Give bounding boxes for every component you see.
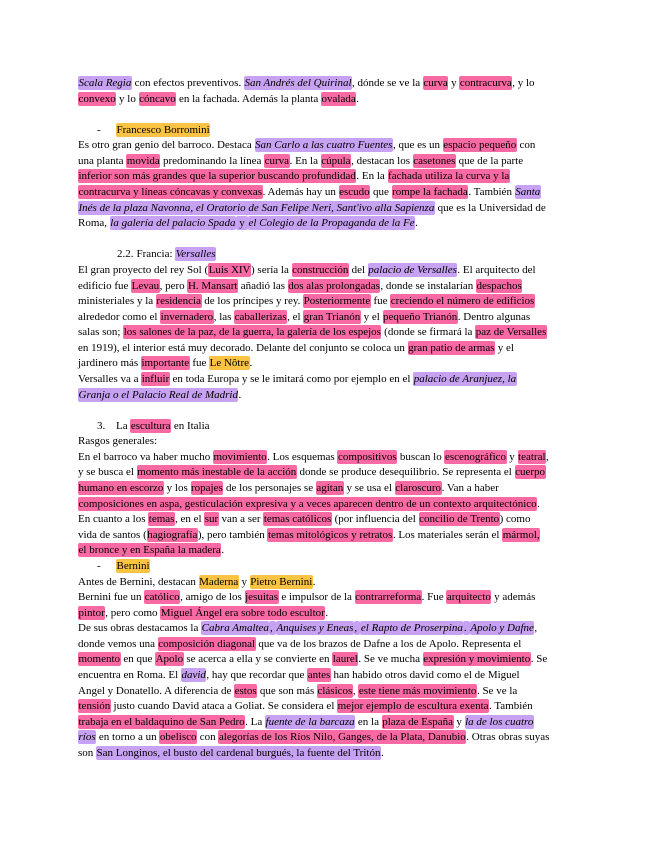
text-run: (donde se firmará la bbox=[381, 326, 476, 339]
highlight-pink: Miguel Ángel era sobre todo escultor bbox=[160, 606, 325, 619]
highlight-pink: rompe la fachada bbox=[392, 186, 468, 199]
text-run: del bbox=[348, 263, 368, 276]
text-run: Francia: bbox=[136, 248, 176, 261]
text-run: . Fue bbox=[421, 591, 447, 604]
text-run: . bbox=[221, 544, 225, 557]
text-line bbox=[78, 481, 549, 497]
highlight-pink: Levau bbox=[131, 279, 160, 292]
highlight-pink: plaza de España bbox=[382, 715, 454, 728]
text-line bbox=[78, 699, 549, 715]
highlight-pink: alegorías de los Ríos Nilo, Ganges, de la Plata, Danubio bbox=[218, 731, 466, 744]
text-line bbox=[78, 497, 549, 513]
highlight-pink: composición diagonal bbox=[158, 637, 256, 650]
highlight-pink: construcción bbox=[292, 263, 349, 276]
text-line bbox=[78, 606, 549, 622]
highlight-pink: momento más inestable de la acción bbox=[137, 466, 297, 479]
text-run: . Los esquemas bbox=[267, 450, 338, 463]
highlight-pink: cuerpo bbox=[515, 466, 546, 479]
highlight-pink: temas católicos bbox=[263, 513, 332, 526]
text-line bbox=[78, 450, 549, 466]
text-line bbox=[78, 512, 549, 528]
highlight-pink: movimiento bbox=[213, 450, 267, 463]
text-run: . Dentro algunas bbox=[457, 310, 531, 323]
text-run: Bernini fue un bbox=[78, 591, 145, 604]
text-run: donde vemos una bbox=[78, 637, 158, 650]
text-run: salas son; bbox=[78, 326, 124, 339]
document-body bbox=[78, 76, 549, 761]
text-run: han habido otros david como el de Miguel bbox=[330, 668, 520, 681]
text-run: . Se bbox=[530, 653, 548, 666]
text-line bbox=[78, 92, 549, 108]
text-run: Antes de Bernini, destacan bbox=[78, 575, 199, 588]
text-run: . También bbox=[489, 700, 533, 713]
text-run: con efectos preventivos. bbox=[131, 77, 244, 89]
highlight-yellow: Pietro Bernini bbox=[250, 575, 313, 588]
highlight-pink: gran Trianón bbox=[303, 310, 361, 323]
text-run: . En la bbox=[356, 170, 388, 183]
highlight-pink: composiciones en aspa, gesticulación expresiva y a veces aparecen dentro de un contexto arquitectónico bbox=[78, 497, 537, 510]
text-run: . bbox=[537, 497, 540, 510]
highlight-pink: escenográfico bbox=[444, 450, 507, 463]
text-line bbox=[78, 528, 549, 544]
text-run: (por influencia del bbox=[331, 513, 419, 526]
text-run: , bbox=[546, 450, 549, 463]
highlight-purple: ríos bbox=[78, 731, 96, 744]
highlight-pink: estos bbox=[234, 684, 257, 697]
text-run: , pero como bbox=[105, 606, 161, 619]
highlight-pink: mejor ejemplo de escultura exenta bbox=[337, 700, 489, 713]
text-run: . bbox=[415, 217, 418, 230]
text-line bbox=[78, 652, 549, 668]
text-run: y además bbox=[491, 591, 536, 604]
text-run: . Se ve la bbox=[476, 684, 518, 697]
highlight-pink: ropajes bbox=[191, 482, 223, 495]
text-run: . Otras obras suyas bbox=[466, 731, 550, 744]
text-run: . También bbox=[468, 186, 515, 199]
text-run: La bbox=[116, 419, 131, 432]
highlight-pink: ovalada bbox=[321, 92, 356, 105]
highlight-purple: , bbox=[354, 622, 360, 635]
highlight-pink: cóncavo bbox=[139, 92, 176, 105]
text-line bbox=[78, 730, 549, 746]
text-run: . Van a haber bbox=[441, 482, 499, 495]
highlight-pink: espacio pequeño bbox=[443, 139, 517, 152]
highlight-purple: Cabra Amaltea bbox=[201, 622, 269, 635]
text-run: añadió las bbox=[237, 279, 288, 292]
text-line bbox=[78, 465, 549, 481]
list-marker: 2.2. bbox=[117, 248, 134, 261]
text-run: en que bbox=[120, 653, 156, 666]
text-run: . bbox=[312, 575, 316, 588]
highlight-pink: humano en escorzo bbox=[78, 482, 164, 495]
text-run: Rasgos generales: bbox=[78, 435, 158, 448]
text-run: alrededor como el bbox=[78, 310, 161, 323]
text-line bbox=[78, 201, 549, 217]
highlight-yellow: Francesco Borromini bbox=[116, 123, 210, 136]
highlight-pink: compositivos bbox=[337, 450, 397, 463]
text-run: En el barroco va haber mucho bbox=[78, 450, 213, 463]
text-run: y el bbox=[495, 341, 514, 354]
text-run: que va de los brazos de Dafne a los de Apolo. Representa el bbox=[255, 637, 522, 650]
highlight-pink: pintor bbox=[78, 606, 105, 619]
highlight-purple: San Andrés del Quirinal bbox=[244, 77, 352, 89]
text-run: en toda Europa y se le imitará como por ejemplo en el bbox=[169, 372, 414, 385]
text-run: , amigo de los bbox=[180, 591, 245, 604]
text-line bbox=[78, 341, 549, 357]
highlight-pink: inferior son más grandes que la superior buscando profundidad bbox=[78, 170, 356, 183]
text-run: con bbox=[516, 139, 536, 152]
highlight-pink: Luis XIV bbox=[208, 263, 251, 276]
highlight-purple: Granja o el Palacio Real de Madrid bbox=[78, 388, 238, 401]
text-line bbox=[78, 169, 549, 185]
text-run: . bbox=[238, 388, 242, 401]
list-marker: - bbox=[97, 559, 101, 572]
highlight-purple: Anquises y Eneas bbox=[276, 622, 354, 635]
highlight-yellow: Le Nôtre bbox=[209, 357, 250, 370]
text-run: vida de santos ( bbox=[78, 528, 147, 541]
highlight-pink: expresión y movimiento bbox=[423, 653, 531, 666]
text-run: en la bbox=[355, 715, 382, 728]
highlight-purple: San Longinos, el busto del cardenal burgués, la fuente del Tritón bbox=[96, 746, 381, 759]
highlight-pink: católico bbox=[144, 591, 180, 604]
text-line bbox=[78, 216, 549, 232]
highlight-pink: paz de Versalles bbox=[475, 326, 547, 339]
text-run: y bbox=[453, 715, 465, 728]
highlight-pink: momento bbox=[78, 653, 121, 666]
highlight-pink: fachada utiliza la curva y la bbox=[388, 170, 510, 183]
highlight-pink: los salones de la paz, de la guerra, la galería de los espejos bbox=[123, 326, 381, 339]
highlight-pink: arquitecto bbox=[446, 591, 491, 604]
highlight-pink: hagiografía bbox=[147, 528, 198, 541]
highlight-purple: . bbox=[463, 622, 470, 635]
highlight-purple: Scala Regia bbox=[78, 77, 132, 89]
text-run: ministeriales y la bbox=[78, 295, 156, 308]
highlight-purple: y bbox=[236, 217, 248, 230]
highlight-pink: pequeño Trianón bbox=[383, 310, 458, 323]
text-run: de los personajes se bbox=[223, 482, 316, 495]
text-run: ) sería la bbox=[251, 263, 292, 276]
text-run: , pero bbox=[159, 279, 188, 292]
text-run: y bbox=[238, 575, 250, 588]
text-run: predominando la línea bbox=[160, 154, 265, 167]
highlight-pink: temas mitológicos y retratos bbox=[267, 528, 393, 541]
list-marker: 3. bbox=[97, 419, 106, 432]
highlight-pink: influir bbox=[141, 372, 170, 385]
text-run: En cuanto a los bbox=[78, 513, 149, 526]
text-run: El gran proyecto del rey Sol ( bbox=[78, 263, 209, 276]
text-run: . bbox=[356, 92, 359, 105]
text-run: Versalles va a bbox=[78, 372, 142, 385]
text-run: son bbox=[78, 746, 97, 759]
highlight-pink: gran patio de armas bbox=[408, 341, 495, 354]
text-run: que de la parte bbox=[455, 154, 524, 167]
text-run: en 1919), el interior está muy decorado. Delante del conjunto se coloca un bbox=[78, 341, 408, 354]
text-run: , dónde se ve la bbox=[352, 77, 423, 89]
highlight-pink: el bronce y en España la madera bbox=[78, 544, 221, 557]
highlight-pink: obelisco bbox=[159, 731, 197, 744]
text-run: con bbox=[197, 731, 219, 744]
text-run: que son más bbox=[257, 684, 317, 697]
text-line bbox=[78, 294, 549, 310]
text-run: . Los materiales serán el bbox=[392, 528, 503, 541]
highlight-pink: creciendo el número de edificios bbox=[390, 295, 535, 308]
highlight-pink: residencia bbox=[156, 295, 201, 308]
highlight-pink: caballerizas bbox=[234, 310, 287, 323]
text-run: fue bbox=[370, 295, 391, 308]
text-run: se acerca a ella y se convierte en bbox=[183, 653, 333, 666]
highlight-pink: laurel bbox=[332, 653, 358, 666]
highlight-pink: curva bbox=[264, 154, 290, 167]
highlight-purple: palacio de Versalles bbox=[368, 263, 457, 276]
text-line bbox=[78, 746, 549, 762]
text-run: y lo bbox=[116, 92, 139, 105]
highlight-pink: tensión bbox=[78, 700, 111, 713]
highlight-purple: palacio de Aranjuez, la bbox=[413, 372, 517, 385]
highlight-yellow: Bernini bbox=[116, 559, 150, 572]
highlight-purple: Santa bbox=[515, 186, 541, 199]
text-line bbox=[78, 559, 549, 575]
highlight-purple: david bbox=[181, 668, 206, 681]
text-line bbox=[78, 138, 549, 154]
highlight-purple: fuente de la barcaza bbox=[265, 715, 355, 728]
highlight-pink: teatral bbox=[518, 450, 546, 463]
text-run: Angel y Donatello. A diferencia de bbox=[78, 684, 235, 697]
text-line bbox=[78, 325, 549, 341]
text-run: justo cuando David ataca a Goliat. Se considera el bbox=[110, 700, 338, 713]
text-run: . bbox=[380, 746, 384, 759]
highlight-purple: Apolo y Dafne bbox=[470, 622, 534, 635]
highlight-pink: casetones bbox=[413, 154, 456, 167]
blank-line bbox=[78, 107, 549, 123]
text-run: que bbox=[370, 186, 392, 199]
text-run: . El arquitecto del bbox=[457, 263, 536, 276]
text-run: en Italia bbox=[171, 419, 210, 432]
text-run: Es otro gran genio del barroco. Destaca bbox=[78, 139, 255, 152]
text-run: , el bbox=[287, 310, 304, 323]
text-run: buscan lo bbox=[397, 450, 445, 463]
highlight-pink: antes bbox=[307, 668, 331, 681]
text-line bbox=[78, 434, 549, 450]
highlight-pink: clásicos bbox=[317, 684, 353, 697]
highlight-pink: concilio de Trento bbox=[419, 513, 500, 526]
text-line bbox=[78, 310, 549, 326]
text-line bbox=[78, 154, 549, 170]
text-line bbox=[78, 590, 549, 606]
text-run: De sus obras destacamos la bbox=[78, 622, 202, 635]
text-run: , donde se instalarían bbox=[380, 279, 477, 292]
highlight-pink: Apolo bbox=[155, 653, 184, 666]
text-run: y bbox=[448, 77, 460, 89]
text-run: fue bbox=[189, 357, 210, 370]
text-run: ), pero también bbox=[197, 528, 268, 541]
highlight-purple: Versalles bbox=[175, 248, 216, 261]
highlight-pink: Posteriormente bbox=[303, 295, 371, 308]
text-line bbox=[78, 263, 549, 279]
highlight-pink: sur bbox=[204, 513, 219, 526]
highlight-pink: cúpula bbox=[321, 154, 351, 167]
blank-line bbox=[78, 232, 549, 248]
text-run: y se usa el bbox=[343, 482, 395, 495]
text-run: , hay que recordar que bbox=[206, 668, 308, 681]
highlight-pink: curva bbox=[423, 77, 448, 89]
text-run: en la fachada. Además la planta bbox=[176, 92, 322, 105]
highlight-pink: dos alas prolongadas bbox=[288, 279, 380, 292]
highlight-pink: contracurva bbox=[459, 77, 512, 89]
text-run: , bbox=[534, 622, 538, 635]
text-line bbox=[78, 621, 549, 637]
text-run: edificio fue bbox=[78, 279, 132, 292]
text-line bbox=[78, 76, 549, 92]
highlight-purple: San Carlo a las cuatro Fuentes bbox=[255, 139, 393, 152]
text-line bbox=[78, 684, 549, 700]
text-run: y los bbox=[163, 482, 191, 495]
highlight-pink: H. Mansart bbox=[187, 279, 238, 292]
highlight-pink: invernadero bbox=[160, 310, 214, 323]
text-run: jardinero más bbox=[78, 357, 141, 370]
text-run: donde se produce desequilibrio. Se representa el bbox=[296, 466, 515, 479]
highlight-pink: mármol, bbox=[502, 528, 540, 541]
text-line bbox=[78, 247, 549, 263]
text-run: , que es un bbox=[392, 139, 443, 152]
highlight-purple: Inés de la plaza Navonna, el Oratorio de San Felipe Neri, Sant'ivo alla Sapienza bbox=[78, 201, 435, 214]
text-run: y se busca el bbox=[78, 466, 137, 479]
text-run: Roma, bbox=[78, 217, 110, 230]
text-line bbox=[78, 279, 549, 295]
highlight-purple: la galería del palacio Spada bbox=[110, 217, 236, 230]
text-line bbox=[78, 372, 549, 388]
text-run: . La bbox=[245, 715, 266, 728]
text-run: de los príncipes y rey. bbox=[201, 295, 304, 308]
text-run: y el bbox=[360, 310, 383, 323]
text-run: . Se ve mucha bbox=[358, 653, 423, 666]
highlight-purple: el Rapto de Proserpina bbox=[360, 622, 463, 635]
text-run: , y lo bbox=[512, 77, 535, 89]
highlight-pink: despachos bbox=[476, 279, 522, 292]
text-run: . bbox=[325, 606, 329, 619]
text-run: y bbox=[506, 450, 518, 463]
text-run: . Además hay un bbox=[262, 186, 339, 199]
text-line bbox=[78, 388, 549, 404]
highlight-yellow: Maderna bbox=[199, 575, 239, 588]
text-run: encuentra en Roma. El bbox=[78, 668, 181, 681]
highlight-pink: contrarreforma bbox=[355, 591, 422, 604]
text-run: una planta bbox=[78, 154, 127, 167]
highlight-pink: trabaja en el baldaquino de San Pedro bbox=[78, 715, 245, 728]
highlight-pink: este tiene más movimiento bbox=[358, 684, 477, 697]
highlight-pink: contracurva y líneas cóncavas y convexas bbox=[78, 186, 263, 199]
highlight-pink: movida bbox=[126, 154, 160, 167]
text-line bbox=[78, 543, 549, 559]
text-run: , en el bbox=[174, 513, 205, 526]
text-line bbox=[78, 668, 549, 684]
text-run: . En la bbox=[289, 154, 321, 167]
text-line bbox=[78, 637, 549, 653]
text-line bbox=[78, 356, 549, 372]
highlight-pink: temas bbox=[148, 513, 175, 526]
highlight-pink: jesuitas bbox=[245, 591, 279, 604]
text-line bbox=[78, 575, 549, 591]
text-line bbox=[78, 419, 549, 435]
text-run: , las bbox=[213, 310, 235, 323]
list-marker: - bbox=[97, 123, 101, 136]
blank-line bbox=[78, 403, 549, 419]
text-run: en torno a un bbox=[96, 731, 160, 744]
highlight-purple: , bbox=[269, 622, 276, 635]
text-run: ) como bbox=[499, 513, 531, 526]
text-line bbox=[78, 123, 549, 139]
text-run: que es la Universidad de bbox=[434, 201, 546, 214]
highlight-purple: el Colegio de la Propaganda de la Fe bbox=[248, 217, 415, 230]
highlight-pink: claroscuro bbox=[395, 482, 442, 495]
text-run: e impulsor de la bbox=[278, 591, 355, 604]
highlight-pink: escultura bbox=[130, 419, 171, 432]
highlight-pink: importante bbox=[141, 357, 190, 370]
text-line bbox=[78, 185, 549, 201]
text-run: , bbox=[352, 684, 359, 697]
highlight-pink: convexo bbox=[78, 92, 116, 105]
highlight-pink: escudo bbox=[339, 186, 370, 199]
text-line bbox=[78, 715, 549, 731]
highlight-pink: agitan bbox=[316, 482, 344, 495]
text-run: , destacan los bbox=[351, 154, 413, 167]
text-run: . bbox=[249, 357, 253, 370]
text-run: van a ser bbox=[218, 513, 264, 526]
highlight-purple: la de los cuatro bbox=[465, 715, 534, 728]
